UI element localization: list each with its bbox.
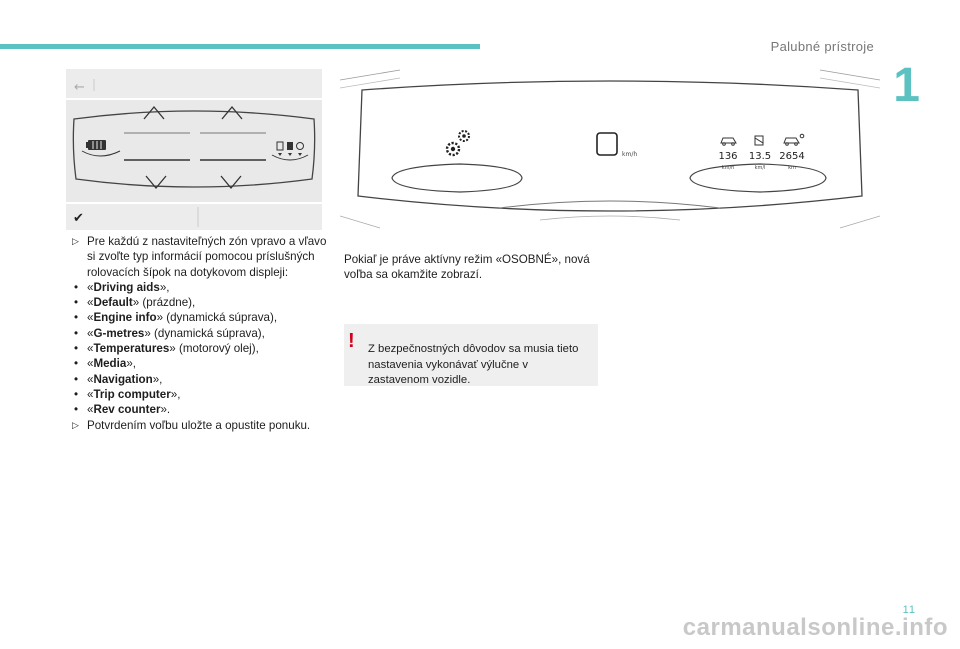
instructions-column [72,234,334,433]
display-mode-icon [86,140,106,150]
option-list [72,280,334,418]
warning-text: Z bezpečnostných dôvodov sa musia tieto nastavenia vykonávať výlučne v zastavenom vozidle. [368,343,579,386]
header-accent-bar [0,44,480,49]
speed-display-box [597,133,617,155]
readout-unit: km/l [754,165,766,171]
instrument-cluster-illustration [340,66,880,234]
mode-note [344,252,599,283]
list-item: • «Default» (prázdne), [72,295,334,310]
chapter-number: 1 [893,59,920,112]
confirm-check-icon: ✔ [73,211,84,226]
watermark-text: carmanualsonline.info [682,614,948,641]
list-item: • «Temperatures» (motorový olej), [72,341,334,356]
list-item: • «Navigation», [72,372,334,387]
back-arrow-icon: ← [74,80,85,95]
readout-value: 2654 [779,151,805,162]
section-title: Palubné prístroje [770,39,874,54]
car-range-icon [721,138,736,145]
readout-value: 13.5 [748,151,772,162]
readout-unit: km [788,165,796,171]
instruction-text: Potvrdením voľbu uložte a opustite ponuku. [87,418,311,432]
list-item: • «Trip computer», [72,387,334,402]
car-odometer-icon [784,134,804,145]
instruction-text: Pre každú z nastaviteľných zón vpravo a vľavo si zvoľte typ informácií pomocou príslušných rolovacích šípok na dotykovom displeji: [87,235,327,279]
page-number: 11 [902,604,916,616]
step-marker-icon: ▷ [72,236,79,246]
instruction-step [72,234,334,280]
fuel-pump-icon [755,136,763,145]
list-item: • «Media», [72,356,334,371]
readout-unit: km/h [721,165,735,171]
settings-gear-icon [447,131,469,155]
list-item: • «Driving aids», [72,280,334,295]
list-item: • «Rev counter». [72,402,334,417]
step-marker-icon: ▷ [72,419,79,430]
safety-warning-callout [344,324,598,386]
readout-value: 136 [718,151,738,162]
list-item: • «G-metres» (dynamická súprava), [72,326,334,341]
note-text: Pokiaľ je práve aktívny režim «OSOBNÉ», nová voľba sa okamžite zobrazí. [344,253,590,282]
instruction-step [72,418,334,433]
warning-exclamation-icon: ! [348,330,355,352]
touchscreen-config-illustration [66,69,322,230]
list-item: • «Engine info» (dynamická súprava), [72,310,334,325]
speed-unit-label: km/h [622,151,638,158]
